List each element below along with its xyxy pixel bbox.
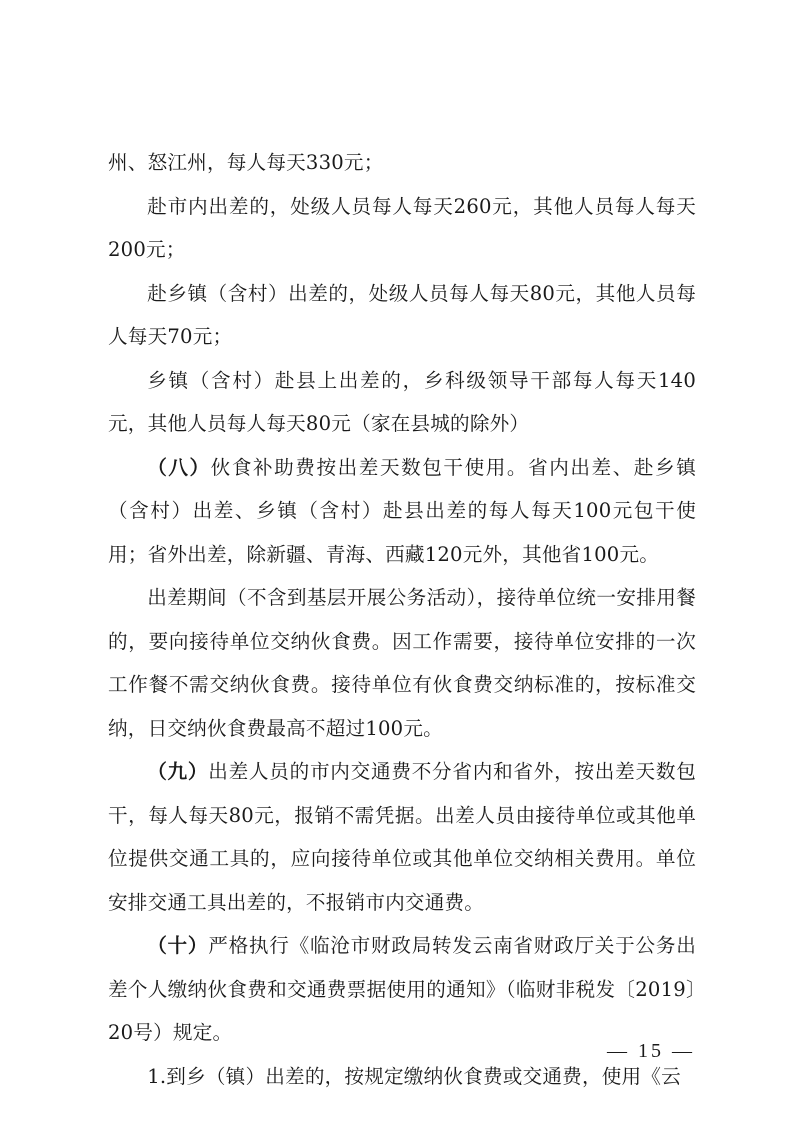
paragraph-9-text: 1.到乡（镇）出差的，按规定缴纳伙食费或交通费，使用《云 (147, 1064, 681, 1088)
paragraph-3 (108, 272, 696, 359)
paragraph-4 (108, 359, 696, 446)
paragraph-5 (108, 446, 696, 577)
paragraph-4-text: 乡镇（含村）赴县上出差的，乡科级领导干部每人每天140元，其他人员每人每天80元（家在县城的除外） (108, 368, 696, 435)
paragraph-8-text: 严格执行《临沧市财政局转发云南省财政厅关于公务出差个人缴纳伙食费和交通费票据使用的通知》（临财非税发〔2019〕20号）规定。 (108, 934, 696, 1044)
paragraph-5-text: 伙食补助费按出差天数包干使用。省内出差、赴乡镇（含村）出差、乡镇（含村）赴县出差的每人每天100元包干使用；省外出差，除新疆、青海、西藏120元外，其他省100元。 (108, 455, 696, 566)
paragraph-1-text: 州、怒江州，每人每天330元； (108, 151, 384, 174)
paragraph-8-heading: （十） (147, 934, 209, 957)
paragraph-7 (108, 750, 696, 924)
paragraph-3-text: 赴乡镇（含村）出差的，处级人员每人每天80元，其他人员每人每天70元； (108, 281, 696, 348)
body-text (108, 141, 696, 1098)
paragraph-7-heading: （九） (147, 760, 209, 783)
paragraph-5-heading: （八） (147, 455, 211, 479)
paragraph-1 (108, 141, 696, 185)
paragraph-2-text: 赴市内出差的，处级人员每人每天260元，其他人员每人每天200元； (108, 194, 696, 261)
page-number: — 15 — (607, 1040, 695, 1062)
paragraph-7-text: 出差人员的市内交通费不分省内和省外，按出差天数包干，每人每天80元，报销不需凭据。出差人员由接待单位或其他单位提供交通工具的，应向接待单位或其他单位交纳相关费用。单位安排交通工具出差的，不报销市内交通费。 (108, 760, 696, 914)
paragraph-6 (108, 576, 696, 750)
paragraph-2 (108, 185, 696, 272)
paragraph-6-text: 出差期间（不含到基层开展公务活动），接待单位统一安排用餐的，要向接待单位交纳伙食费。因工作需要，接待单位安排的一次工作餐不需交纳伙食费。接待单位有伙食费交纳标准的，按标准交纳，日交纳伙食费最高不超过100元。 (108, 586, 696, 740)
paragraph-8 (108, 924, 696, 1055)
